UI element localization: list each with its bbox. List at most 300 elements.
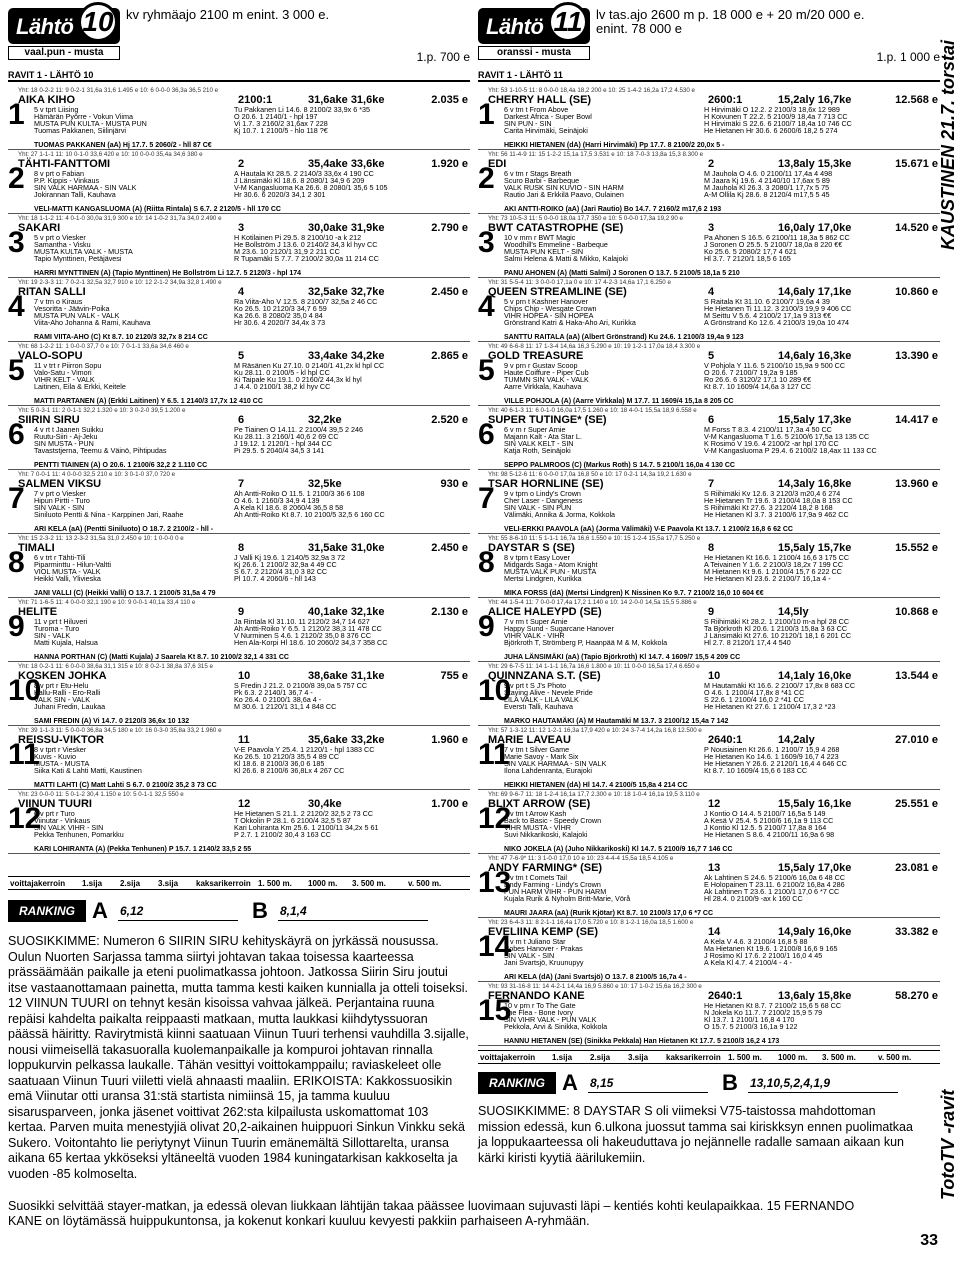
driver-line: HEIKKI HIETANEN (dA) Hl 14.7. 4 2100/5 15,8a 4 214 CC bbox=[504, 782, 688, 789]
total-earnings: 15.552 e bbox=[895, 542, 938, 554]
horse-info: 8 v m t Juliano Star bbox=[504, 937, 566, 946]
horse-info: Majann Kalt - Ata Star L. bbox=[504, 432, 582, 441]
ranking-row bbox=[478, 1068, 940, 1096]
horse-info: Laitinen, Eila & Erkki, Keitele bbox=[34, 382, 126, 391]
horse-name: HELITE bbox=[18, 606, 58, 618]
horse-entry bbox=[478, 342, 940, 406]
start-result: A Hautala Kt 28.5. 2 2140/3 33,6x 4 190 CC bbox=[234, 169, 374, 178]
horse-name: ALICE HALEYPD (SE) bbox=[488, 606, 602, 618]
total-earnings: 14.520 e bbox=[895, 222, 938, 234]
start-result: S Riihimäki Kt 28.2. 1 2100/10 m-a hpl 28 CC bbox=[704, 617, 850, 626]
driver-line: HANNU HIETANEN (SE) (Sinikka Pekkala) Han Hietanen Kt 17.7. 5 2100/3 16,2 4 173 bbox=[504, 1038, 780, 1045]
recent-starts bbox=[34, 554, 470, 582]
total-earnings: 58.270 e bbox=[895, 990, 938, 1002]
race-number-badge: 10 bbox=[78, 2, 118, 42]
horse-info: Viinutar - Vinkaus bbox=[34, 816, 91, 825]
horse-info: Suvi Nikkarikoski, Kalajoki bbox=[504, 830, 588, 839]
rank-b-value: 13,10,5,2,4,1,9 bbox=[750, 1076, 831, 1090]
entry-list bbox=[478, 86, 940, 1046]
recent-starts bbox=[504, 490, 940, 518]
start-result: Pl 10.7. 4 2060/6 - hll 143 bbox=[234, 574, 316, 583]
driver-line: HARRI MYNTTINEN (A) (Tapio Mynttinen) He Bollström Li 12.7. 5 2120/3 - hpl 174 bbox=[34, 270, 302, 277]
best-times: 14,5ly bbox=[778, 606, 809, 618]
total-earnings: 2.450 e bbox=[431, 542, 468, 554]
start-track: 5 bbox=[708, 350, 715, 362]
race-title: RAVIT 1 - LÄHTÖ 11 bbox=[478, 70, 563, 80]
horse-name: CHERRY HALL (SE) bbox=[488, 94, 592, 106]
recent-starts bbox=[34, 490, 470, 518]
horse-info: P.P. Kippis - Vinkaus bbox=[34, 176, 100, 185]
split-table bbox=[8, 876, 470, 890]
horse-info: Haute Coiffure - Piper Cub bbox=[504, 368, 589, 377]
start-result: V-M Kangasluoma P 29.4. 6 2100/2 18,4ax 11 133 CC bbox=[704, 446, 877, 455]
horse-info: 6 v trt r Tähti-Tili bbox=[34, 553, 86, 562]
best-times: 15,5aly 17,3ke bbox=[778, 414, 852, 426]
start-result: V Pohjola Y 11.6. 5 2100/10 15,9a 9 500 CC bbox=[704, 361, 846, 370]
start-track: 2 bbox=[708, 158, 715, 170]
start-track: 14 bbox=[708, 926, 721, 938]
recent-starts bbox=[34, 106, 470, 134]
start-track: 12 bbox=[238, 798, 251, 810]
horse-entry bbox=[478, 726, 940, 790]
total-earnings: 25.551 e bbox=[895, 798, 938, 810]
horse-info: Turoma - Turo bbox=[34, 624, 80, 633]
start-row bbox=[34, 191, 470, 198]
horse-info: TUMMN SIN VALK - VALK bbox=[504, 375, 589, 384]
horse-entry bbox=[8, 598, 470, 662]
start-row bbox=[504, 1023, 940, 1030]
race-10-column bbox=[8, 6, 470, 1181]
start-result: H Hirvimäki S 22.6. 6 2100/7 18,4a 10 746 CC bbox=[704, 119, 852, 128]
horse-info: 10 v prn r To The Gate bbox=[504, 1001, 576, 1010]
horse-info: 8 v tprt r Viesker bbox=[34, 745, 87, 754]
horse-info: MUSTA KULTA VALK - MUSTA bbox=[34, 247, 133, 256]
start-number: 12 bbox=[478, 802, 512, 835]
footer-note: Suosikki selvittää stayer-matkan, ja edessä olevan liukkaan lähtijän takaa päässee luovimaan sujuvasti läpi – kentiés kohti keulapaikkaa. 15 FERNANDO KANE on löytämässä huippukuntonsa, ja kokenut konkari kuuluu kevyesti pakkiin parhaiseen A-ryhmään. bbox=[8, 1199, 855, 1228]
start-result: S 22.6. 1 2100/4 16,0 2 *41 CC bbox=[704, 695, 804, 704]
horse-info: LILA VALK - LILA VALK bbox=[504, 695, 579, 704]
career-stats: Yht: 5 0-3-1 11: 2 0-1-1 32,2 1.320 e 10: 3 0-2-0 39,5 1.200 e bbox=[18, 407, 186, 414]
horse-name: SAKARI bbox=[18, 222, 61, 234]
horse-info: Chips Chip - Wesgate Crown bbox=[504, 304, 597, 313]
start-number: 10 bbox=[8, 674, 42, 707]
start-result: He Hietanen Kt 27.6. 1 2100/4 17,3 2 *23 bbox=[704, 702, 836, 711]
start-row bbox=[504, 511, 940, 518]
best-times: 15,5aly 15,7ke bbox=[778, 542, 852, 554]
start-result: Hen Ala-Korpi Hl 18.6. 10 2060/2 34,3 7 358 CC bbox=[234, 638, 388, 647]
horse-entry bbox=[8, 662, 470, 726]
race-info: lv tas.ajo 2600 m p. 18 000 e + 20 m/20 000 e. enint. 78 000 e bbox=[596, 7, 865, 36]
start-number: 8 bbox=[8, 546, 25, 579]
start-result: M 30.6. 1 2120/1 31,1 4 848 CC bbox=[234, 702, 337, 711]
rank-a-letter: A bbox=[562, 1070, 578, 1095]
start-row bbox=[504, 447, 940, 454]
start-result: Ak Lahtinen S 24.6. 5 2100/6 16,0a 6 48 CC bbox=[704, 873, 846, 882]
recent-starts bbox=[504, 426, 940, 454]
horse-entry bbox=[478, 278, 940, 342]
career-stats: Yht: 57 1-3-12 11: 12 1-2-1 16,3a 17,9 420 e 10: 24 3-7-4 14,2a 16,8 12.500 e bbox=[488, 727, 702, 734]
horse-entry bbox=[8, 790, 470, 854]
start-result: M Räsänen Ku 27.10. 0 2140/1 41,2x kl hpl CC bbox=[234, 361, 385, 370]
start-track: 2100:1 bbox=[238, 94, 273, 106]
recent-starts bbox=[504, 106, 940, 134]
start-result: Ku 28.11. 3 2160/1 40,6 2 69 CC bbox=[234, 432, 339, 441]
horse-info: 6 v tm r Stags Breath bbox=[504, 169, 572, 178]
start-result: Kt 8.7. 10 1609/4 14,6a 3 127 CC bbox=[704, 382, 812, 391]
start-result: T Okkolin P 28.1. 6 2100/4 32,5 5 87 bbox=[234, 816, 351, 825]
horse-info: Mertsi Lindgren, Kurikka bbox=[504, 574, 582, 583]
start-number: 7 bbox=[8, 482, 25, 515]
race-colors: vaal.pun - musta bbox=[8, 46, 120, 60]
horse-name: FERNANDO KANE bbox=[488, 990, 585, 1002]
horse-info: Kujala Rurik & Nyholm Britt-Marie, Vörå bbox=[504, 894, 631, 903]
horse-info: Back to Basic - Speedy Crown bbox=[504, 816, 602, 825]
best-times: 13,8aly 15,3ke bbox=[778, 158, 852, 170]
start-result: M Seittu V 5.6. 4 2100/2 17,1a 9 313 €€ bbox=[704, 311, 832, 320]
start-row bbox=[504, 191, 940, 198]
start-result: He Hietanen S 8.6. 4 2100/11 16,9a 6 98 bbox=[704, 830, 835, 839]
driver-line: KARI LOHIRANTA (A) (Pekka Tenhunen) P 15.7. 1 2140/2 33,5 2 55 bbox=[34, 846, 252, 853]
start-track: 2640:1 bbox=[708, 734, 743, 746]
horse-info: Marie Savoy - Mark Six bbox=[504, 752, 579, 761]
rank-a-value: 8,15 bbox=[590, 1076, 614, 1090]
start-result: A Kela V 4.6. 3 2100/4 16,8 5 88 bbox=[704, 937, 808, 946]
start-number: 8 bbox=[478, 546, 495, 579]
horse-info: SIN VALK - SIN bbox=[504, 951, 555, 960]
rank-b-underline bbox=[278, 920, 428, 921]
horse-info: VIHR HOPEA - SIN HOPEA bbox=[504, 311, 594, 320]
page-number: 33 bbox=[920, 1232, 938, 1249]
total-earnings: 14.417 e bbox=[895, 414, 938, 426]
horse-entry bbox=[8, 726, 470, 790]
start-result: Ro 26.6. 6 3120/2 17,1 10 289 €€ bbox=[704, 375, 812, 384]
start-row bbox=[504, 703, 940, 710]
start-row bbox=[34, 447, 470, 454]
split-header: kaksarikerroin bbox=[196, 879, 251, 888]
horse-name: VIINUN TUURI bbox=[18, 798, 92, 810]
driver-line: TUOMAS PAKKANEN (aA) Hj 17.7. 5 2060/2 - hll 87 C€ bbox=[34, 142, 212, 149]
best-times: 15,5aly 16,1ke bbox=[778, 798, 852, 810]
start-row bbox=[504, 319, 940, 326]
best-times: 32,5ke bbox=[308, 478, 342, 490]
horse-info: 8 v prt o Fabian bbox=[34, 169, 84, 178]
best-times: 32,2ke bbox=[308, 414, 342, 426]
start-number: 9 bbox=[478, 610, 495, 643]
horse-info: 9 v prn r Gustav Scoop bbox=[504, 361, 578, 370]
start-result: M Forss T 8.3. 4 2100/11 17,3a 4 50 CC bbox=[704, 425, 832, 434]
horse-info: Välimäki, Annika & Jorma, Kokkola bbox=[504, 510, 616, 519]
driver-line: PENTTI TIAINEN (A) O 20.6. 1 2100/6 32,2 2 1.110 CC bbox=[34, 462, 208, 469]
start-row bbox=[504, 831, 940, 838]
start-number: 1 bbox=[8, 98, 25, 131]
horse-info: MUSTA VALK PUN - MUSTA bbox=[504, 567, 597, 576]
horse-info: Viita-Aho Johanna & Rami, Kauhava bbox=[34, 318, 151, 327]
start-track: 4 bbox=[238, 286, 245, 298]
start-track: 11 bbox=[238, 734, 250, 746]
recent-starts bbox=[34, 362, 470, 390]
start-result: Pk 6.3. 2 2140/1 36,7 4 - bbox=[234, 688, 313, 697]
horse-name: DAYSTAR S (SE) bbox=[488, 542, 575, 554]
start-result: Vi 1.7. 3 2160/2 31,6ax 7 228 bbox=[234, 119, 328, 128]
start-number: 10 bbox=[478, 674, 512, 707]
race-11-column bbox=[478, 6, 940, 1165]
start-track: 4 bbox=[708, 286, 715, 298]
career-stats: Yht: 56 11-4-9 11: 15 1-2-2 15,1a 17,5 3.531 e 10: 18 7-0-3 13,8a 15,3 8.300 e bbox=[488, 151, 704, 158]
horse-info: Jokirannan Talli, Kauhava bbox=[34, 190, 116, 199]
start-row bbox=[504, 127, 940, 134]
start-row bbox=[504, 255, 940, 262]
divider bbox=[8, 80, 470, 82]
driver-line: MARKO HAUTAMÄKI (A) M Hautamäki M 13.7. 3 2100/12 15,4a 7 142 bbox=[504, 718, 729, 725]
start-track: 3 bbox=[708, 222, 715, 234]
start-result: M Hietanen Kt 9.6. 1 2100/4 15,7 6 222 CC bbox=[704, 567, 842, 576]
driver-line: MAURI JAARA (aA) (Rurik Kjötar) Kt 8.7. 10 2100/3 17,0 6 *7 CC bbox=[504, 910, 714, 917]
start-result: Hl 3.7. 7 2120/1 18,5 6 165 bbox=[704, 254, 791, 263]
start-result: He Hietanen Tr 19.6. 3 2100/4 18,0a 8 153 CC bbox=[704, 496, 853, 505]
horse-entry bbox=[478, 406, 940, 470]
best-times: 14,6aly 16,3ke bbox=[778, 350, 852, 362]
career-stats: Yht: 18 0-2-1 11: 6 0-0-0 38,6a 31,1 315 e 10: 8 0-2-1 38,8a 37,6 315 e bbox=[18, 663, 213, 670]
best-times: 15,5aly 17,0ke bbox=[778, 862, 852, 874]
horse-info: SIN VALK - SIN PUN bbox=[504, 503, 572, 512]
driver-line: SANTTU RAITALA (aA) (Albert Grönstrand) Ku 24.6. 1 2100/3 19,4a 9 123 bbox=[504, 334, 744, 341]
career-stats: Yht: 23 0-0-0 11: 5 0-1-2 30,4 1.150 e 10: 5 0-1-1 32,5 550 e bbox=[18, 791, 184, 798]
split-header: 1.sija bbox=[82, 879, 103, 888]
best-times: 35,6ake 33,2ke bbox=[308, 734, 385, 746]
horse-info: 7 v tm t Comets Tail bbox=[504, 873, 567, 882]
recent-starts bbox=[504, 362, 940, 390]
horse-info: Salmi Helena & Matti & Mikko, Kalajoki bbox=[504, 254, 628, 263]
start-number: 6 bbox=[478, 418, 495, 451]
recent-starts bbox=[34, 746, 470, 774]
horse-entry bbox=[8, 406, 470, 470]
horse-entry bbox=[8, 214, 470, 278]
recent-starts bbox=[34, 682, 470, 710]
start-result: He Hietanen Kt 16.6. 1 2100/4 16,6 3 175 CC bbox=[704, 553, 850, 562]
start-result: M 23.6. 10 2120/1 31,9 2 211 CC bbox=[234, 247, 340, 256]
horse-info: Pekka Tenhunen, Pomarkku bbox=[34, 830, 124, 839]
horse-info: SIN - VALK bbox=[34, 631, 71, 640]
start-result: R Tupamäki S 7.7. 7 2100/2 30,0a 11 214 CC bbox=[234, 254, 379, 263]
horse-info: 5 v prn t Kashner Hanover bbox=[504, 297, 588, 306]
total-earnings: 2.130 e bbox=[431, 606, 468, 618]
rank-b-letter: B bbox=[252, 898, 268, 923]
horse-info: Vesoritta - Jäävin-Poika bbox=[34, 304, 110, 313]
recent-starts bbox=[504, 874, 940, 902]
horse-info: SIN MUSTA - PUN bbox=[34, 439, 94, 448]
best-times: 14,9aly 16,0ke bbox=[778, 926, 852, 938]
horse-entry bbox=[8, 534, 470, 598]
best-times: 15,2aly 16,7ke bbox=[778, 94, 852, 106]
start-result: Ko 25.6. 5 2080/2 17,7 4 621 bbox=[704, 247, 797, 256]
career-stats: Yht: 23 6-4-3 11: 8 2-1-1 16,4a 17,0 5.720 e 10: 8 1-2-1 16,0a 18,5 1.600 e bbox=[488, 919, 694, 926]
start-number: 5 bbox=[478, 354, 495, 387]
horse-entry bbox=[8, 278, 470, 342]
summary-text: SUOSIKKIMME: 8 DAYSTAR S oli viimeksi V75-taistossa mahdottoman mission edessä, kun 6.ulkona juossut tamma sai kiriskksyn ennen puolimatkaa ja loppukaarteessa oli hakeuduttava jo nejännelle radalle samaan aikaan kun kärki kiristi kyytiä äärilukemiin. bbox=[478, 1104, 913, 1165]
ranking-label: RANKING bbox=[478, 1072, 556, 1094]
split-header: v. 500 m. bbox=[408, 879, 442, 888]
start-result: J Soronen O 25.5. 5 2100/7 18,0a 8 220 €€ bbox=[704, 240, 843, 249]
horse-name: GOLD TREASURE bbox=[488, 350, 584, 362]
horse-info: SIN VALK HARMAA - SIN VALK bbox=[34, 183, 137, 192]
driver-line: JANI VALLI (C) (Heikki Valli) O 13.7. 1 2100/5 31,5a 4 79 bbox=[34, 590, 216, 597]
total-earnings: 2.450 e bbox=[431, 286, 468, 298]
driver-line: PANU AHONEN (A) (Matti Salmi) J Soronen O 13.7. 5 2100/5 18,1a 5 210 bbox=[504, 270, 740, 277]
horse-info: Everstı Talli, Kauhava bbox=[504, 702, 573, 711]
split-header: 1000 m. bbox=[778, 1053, 808, 1062]
start-result: Pi 29.5. 5 2040/4 34,5 3 141 bbox=[234, 446, 325, 455]
start-track: 2600:1 bbox=[708, 94, 743, 106]
career-stats: Yht: 69 9-6-7 11: 18 1-2-4 16,1a 17,7 2.300 e 10: 18 1-0-4 16,1a 19,5 3.110 e bbox=[488, 791, 700, 798]
start-result: A Kela Kl 18.6. 8 2060/4 36,5 8 58 bbox=[234, 503, 344, 512]
horse-info: 5 v prt o Viesker bbox=[34, 233, 86, 242]
start-track: 7 bbox=[238, 478, 245, 490]
horse-name: REISSU-VIKTOR bbox=[18, 734, 104, 746]
start-result: S 6.7. 2 2120/4 31,0 3 82 CC bbox=[234, 567, 328, 576]
start-number: 3 bbox=[8, 226, 25, 259]
horse-entry bbox=[478, 150, 940, 214]
horse-info: Tuomas Pakkanen, Siilinjärvi bbox=[34, 126, 127, 135]
total-earnings: 755 e bbox=[440, 670, 468, 682]
driver-line: ARI KELA (dA) (Jani Svartsjö) O 13.7. 8 2100/5 16,7a 4 - bbox=[504, 974, 687, 981]
best-times: 14,1aly 16,0ke bbox=[778, 670, 852, 682]
start-result: Ja Rintala Kl 31.10. 11 2120/2 34,7 14 627 bbox=[234, 617, 370, 626]
best-times: 30,0ake 31,9ke bbox=[308, 222, 385, 234]
start-result: Hr 30.6. 6 2020/3 34,1 2 301 bbox=[234, 190, 326, 199]
horse-info: 7 v trn o Kiraus bbox=[34, 297, 83, 306]
split-header: 1000 m. bbox=[308, 879, 338, 888]
horse-info: Matti Kujala, Halsua bbox=[34, 638, 98, 647]
start-result: Pe Tiainen O 14.11. 2 2100/4 39,5 2 246 bbox=[234, 425, 363, 434]
start-result: S Riihimäki Kv 12.6. 3 2120/3 m20,4 6 274 bbox=[704, 489, 841, 498]
start-result: J Kontio Kl 12.5. 5 2100/7 17,8a 8 164 bbox=[704, 823, 827, 832]
horse-info: SIN VALK KELT - SIN bbox=[504, 439, 574, 448]
total-earnings: 2.035 e bbox=[431, 94, 468, 106]
start-number: 11 bbox=[8, 738, 40, 771]
start-row bbox=[504, 959, 940, 966]
start-result: Ko 26.5. 10 2120/3 35,5 4 89 CC bbox=[234, 752, 340, 761]
start-result: He Hietanen Kl 3.7. 3 2100/6 17,9a 9 462 CC bbox=[704, 510, 849, 519]
total-earnings: 13.390 e bbox=[895, 350, 938, 362]
horse-entry bbox=[478, 982, 940, 1046]
start-row bbox=[504, 767, 940, 774]
driver-line: MATTI PARTANEN (A) (Erkki Laitinen) Y 6.5. 1 2140/3 17,7x 12 410 CC bbox=[34, 398, 263, 405]
start-row bbox=[34, 639, 470, 646]
horse-name: BLIXT ARROW (SE) bbox=[488, 798, 591, 810]
horse-info: SIN VALK - SIN bbox=[34, 503, 85, 512]
horse-info: 7 v tm t Arrow Kash bbox=[504, 809, 567, 818]
recent-starts bbox=[504, 618, 940, 646]
start-number: 13 bbox=[478, 866, 512, 899]
start-result: K Rosimo V 19.6. 4 2100/2 -ar hpl 170 CC bbox=[704, 439, 839, 448]
horse-info: The Flea - Bone Ivory bbox=[504, 1008, 574, 1017]
career-stats: Yht: 40 6-1-3 11: 6 0-1-0 16,0a 17,5 1.260 e 10: 18 4-0-1 15,5a 18,9 6.558 e bbox=[488, 407, 697, 414]
start-result: Ka 26.6. 8 2080/2 35,0 4 84 bbox=[234, 311, 323, 320]
driver-line: AKI ANTTI-ROIKO (aA) (Jari Rautio) Bo 14.7. 7 2160/2 m17,6 2 193 bbox=[504, 206, 722, 213]
start-track: 7 bbox=[708, 478, 715, 490]
start-track: 9 bbox=[708, 606, 715, 618]
driver-line: ARI KELA (aA) (Pentti Siniluoto) O 18.7. 2 2100/2 - hll - bbox=[34, 526, 214, 533]
start-result: He Hietanen S 21.1. 2 2120/2 32,5 2 73 CC bbox=[234, 809, 374, 818]
horse-entry bbox=[478, 854, 940, 918]
start-result: Kj 26.6. 1 2100/2 32,9a 4 49 CC bbox=[234, 560, 337, 569]
start-row bbox=[34, 127, 470, 134]
horse-info: Kallu-Ralli - Ero-Ralli bbox=[34, 688, 101, 697]
rank-a-letter: A bbox=[92, 898, 108, 923]
driver-line: HANNA PORTHAN (C) (Matti Kujala) J Saarela Kt 8.7. 10 2100/2 32,1 4 331 CC bbox=[34, 654, 289, 661]
total-earnings: 2.520 e bbox=[431, 414, 468, 426]
start-number: 15 bbox=[478, 994, 512, 1027]
start-number: 6 bbox=[8, 418, 25, 451]
start-track: 8 bbox=[238, 542, 245, 554]
start-result: Kt 8.7. 10 1609/4 15,6 6 183 CC bbox=[704, 766, 808, 775]
start-result: He Hietanen Ko 14.6. 1 1609/9 16,7 4 223 bbox=[704, 752, 839, 761]
horse-name: QUEEN STREAMLINE (SE) bbox=[488, 286, 627, 298]
horse-info: MUSTA PUN KELT - SIN bbox=[504, 247, 584, 256]
split-header: 1. 500 m. bbox=[258, 879, 292, 888]
career-stats: Yht: 19 2-3-3 11: 7 0-2-1 32,5a 32,7 910 e 10: 12 2-1-2 34,9a 32,8 1.490 e bbox=[18, 279, 222, 286]
start-result: H Koivunen T 22.2. 5 2100/9 18,4a 7 713 CC bbox=[704, 112, 848, 121]
split-header: 3. 500 m. bbox=[822, 1053, 856, 1062]
horse-info: Scuro Barbi - Barbeque bbox=[504, 176, 580, 185]
rank-b-value: 8,1,4 bbox=[280, 904, 307, 918]
total-earnings: 2.790 e bbox=[431, 222, 468, 234]
start-row bbox=[504, 383, 940, 390]
start-result: Hl 2.7. 8 2120/1 17,4 4 540 bbox=[704, 638, 791, 647]
start-result: M Hautamäki Kt 16.6. 2 2100/7 17,8x 8 683 CC bbox=[704, 681, 856, 690]
start-result: Hr 30.6. 4 2020/7 34,4x 3 73 bbox=[234, 318, 326, 327]
driver-line: MATTI LAHTI (C) Matt Lahti S 6.7. 0 2100/2 35,2 3 73 CC bbox=[34, 782, 217, 789]
horse-name: QUINNZANA S.T. (SE) bbox=[488, 670, 601, 682]
start-result: O 20.6. 1 2140/1 - hpl 197 bbox=[234, 112, 318, 121]
horse-info: Siika Kati & Lahti Matti, Kaustinen bbox=[34, 766, 142, 775]
start-number: 5 bbox=[8, 354, 25, 387]
horse-name: EVELIINA KEMP (SE) bbox=[488, 926, 599, 938]
horse-info: 9 v tprn o Lindy's Crown bbox=[504, 489, 581, 498]
start-number: 12 bbox=[8, 802, 42, 835]
recent-starts bbox=[34, 618, 470, 646]
horse-entry bbox=[478, 662, 940, 726]
race-info: kv ryhmäajo 2100 m enint. 3 000 e. bbox=[126, 7, 330, 22]
start-result: A-M Ollila Kj 28.6. 8 2120/4 m17,5 5 45 bbox=[704, 190, 830, 199]
race-number-badge: 11 bbox=[548, 2, 588, 42]
horse-info: 11 v trt r Piirron Sopu bbox=[34, 361, 102, 370]
start-row bbox=[34, 255, 470, 262]
start-result: O 20.6. 7 2100/7 19,2a 9 185 bbox=[704, 368, 798, 377]
recent-starts bbox=[504, 1002, 940, 1030]
best-times: 33,4ake 34,2ke bbox=[308, 350, 385, 362]
start-track: 2640:1 bbox=[708, 990, 743, 1002]
start-result: J 19.12. 1 2120/1 - hpl 344 CC bbox=[234, 439, 332, 448]
best-times: 40,1ake 32,1ke bbox=[308, 606, 385, 618]
horse-info: 4 v rt t Jaanen Suikku bbox=[34, 425, 104, 434]
total-earnings: 33.382 e bbox=[895, 926, 938, 938]
horse-name: EDI bbox=[488, 158, 507, 170]
horse-info: VALK RUSK SIN KUVIO - SIN HARM bbox=[504, 183, 624, 192]
best-times: 32,5ake 32,7ke bbox=[308, 286, 385, 298]
start-result: Kj 10.7. 1 2100/5 - hlo 118 ?€ bbox=[234, 126, 328, 135]
driver-line: NIKO JOKELA (A) (Juho Nikkarikoski) Kl 14.7. 5 2100/9 16,7 7 146 CC bbox=[504, 846, 733, 853]
start-number: 2 bbox=[478, 162, 495, 195]
start-track: 3 bbox=[238, 222, 245, 234]
horse-info: Tapio Mynttinen, Petäjävesi bbox=[34, 254, 122, 263]
horse-info: Lindy Farming - Lindy's Crown bbox=[504, 880, 601, 889]
total-earnings: 1.960 e bbox=[431, 734, 468, 746]
best-times: 31,6ake 31,6ke bbox=[308, 94, 385, 106]
total-earnings: 1.700 e bbox=[431, 798, 468, 810]
start-result: N Jokela Ko 11.7. 7 2100/2 15,9 5 79 bbox=[704, 1008, 823, 1017]
start-number: 1 bbox=[478, 98, 495, 131]
